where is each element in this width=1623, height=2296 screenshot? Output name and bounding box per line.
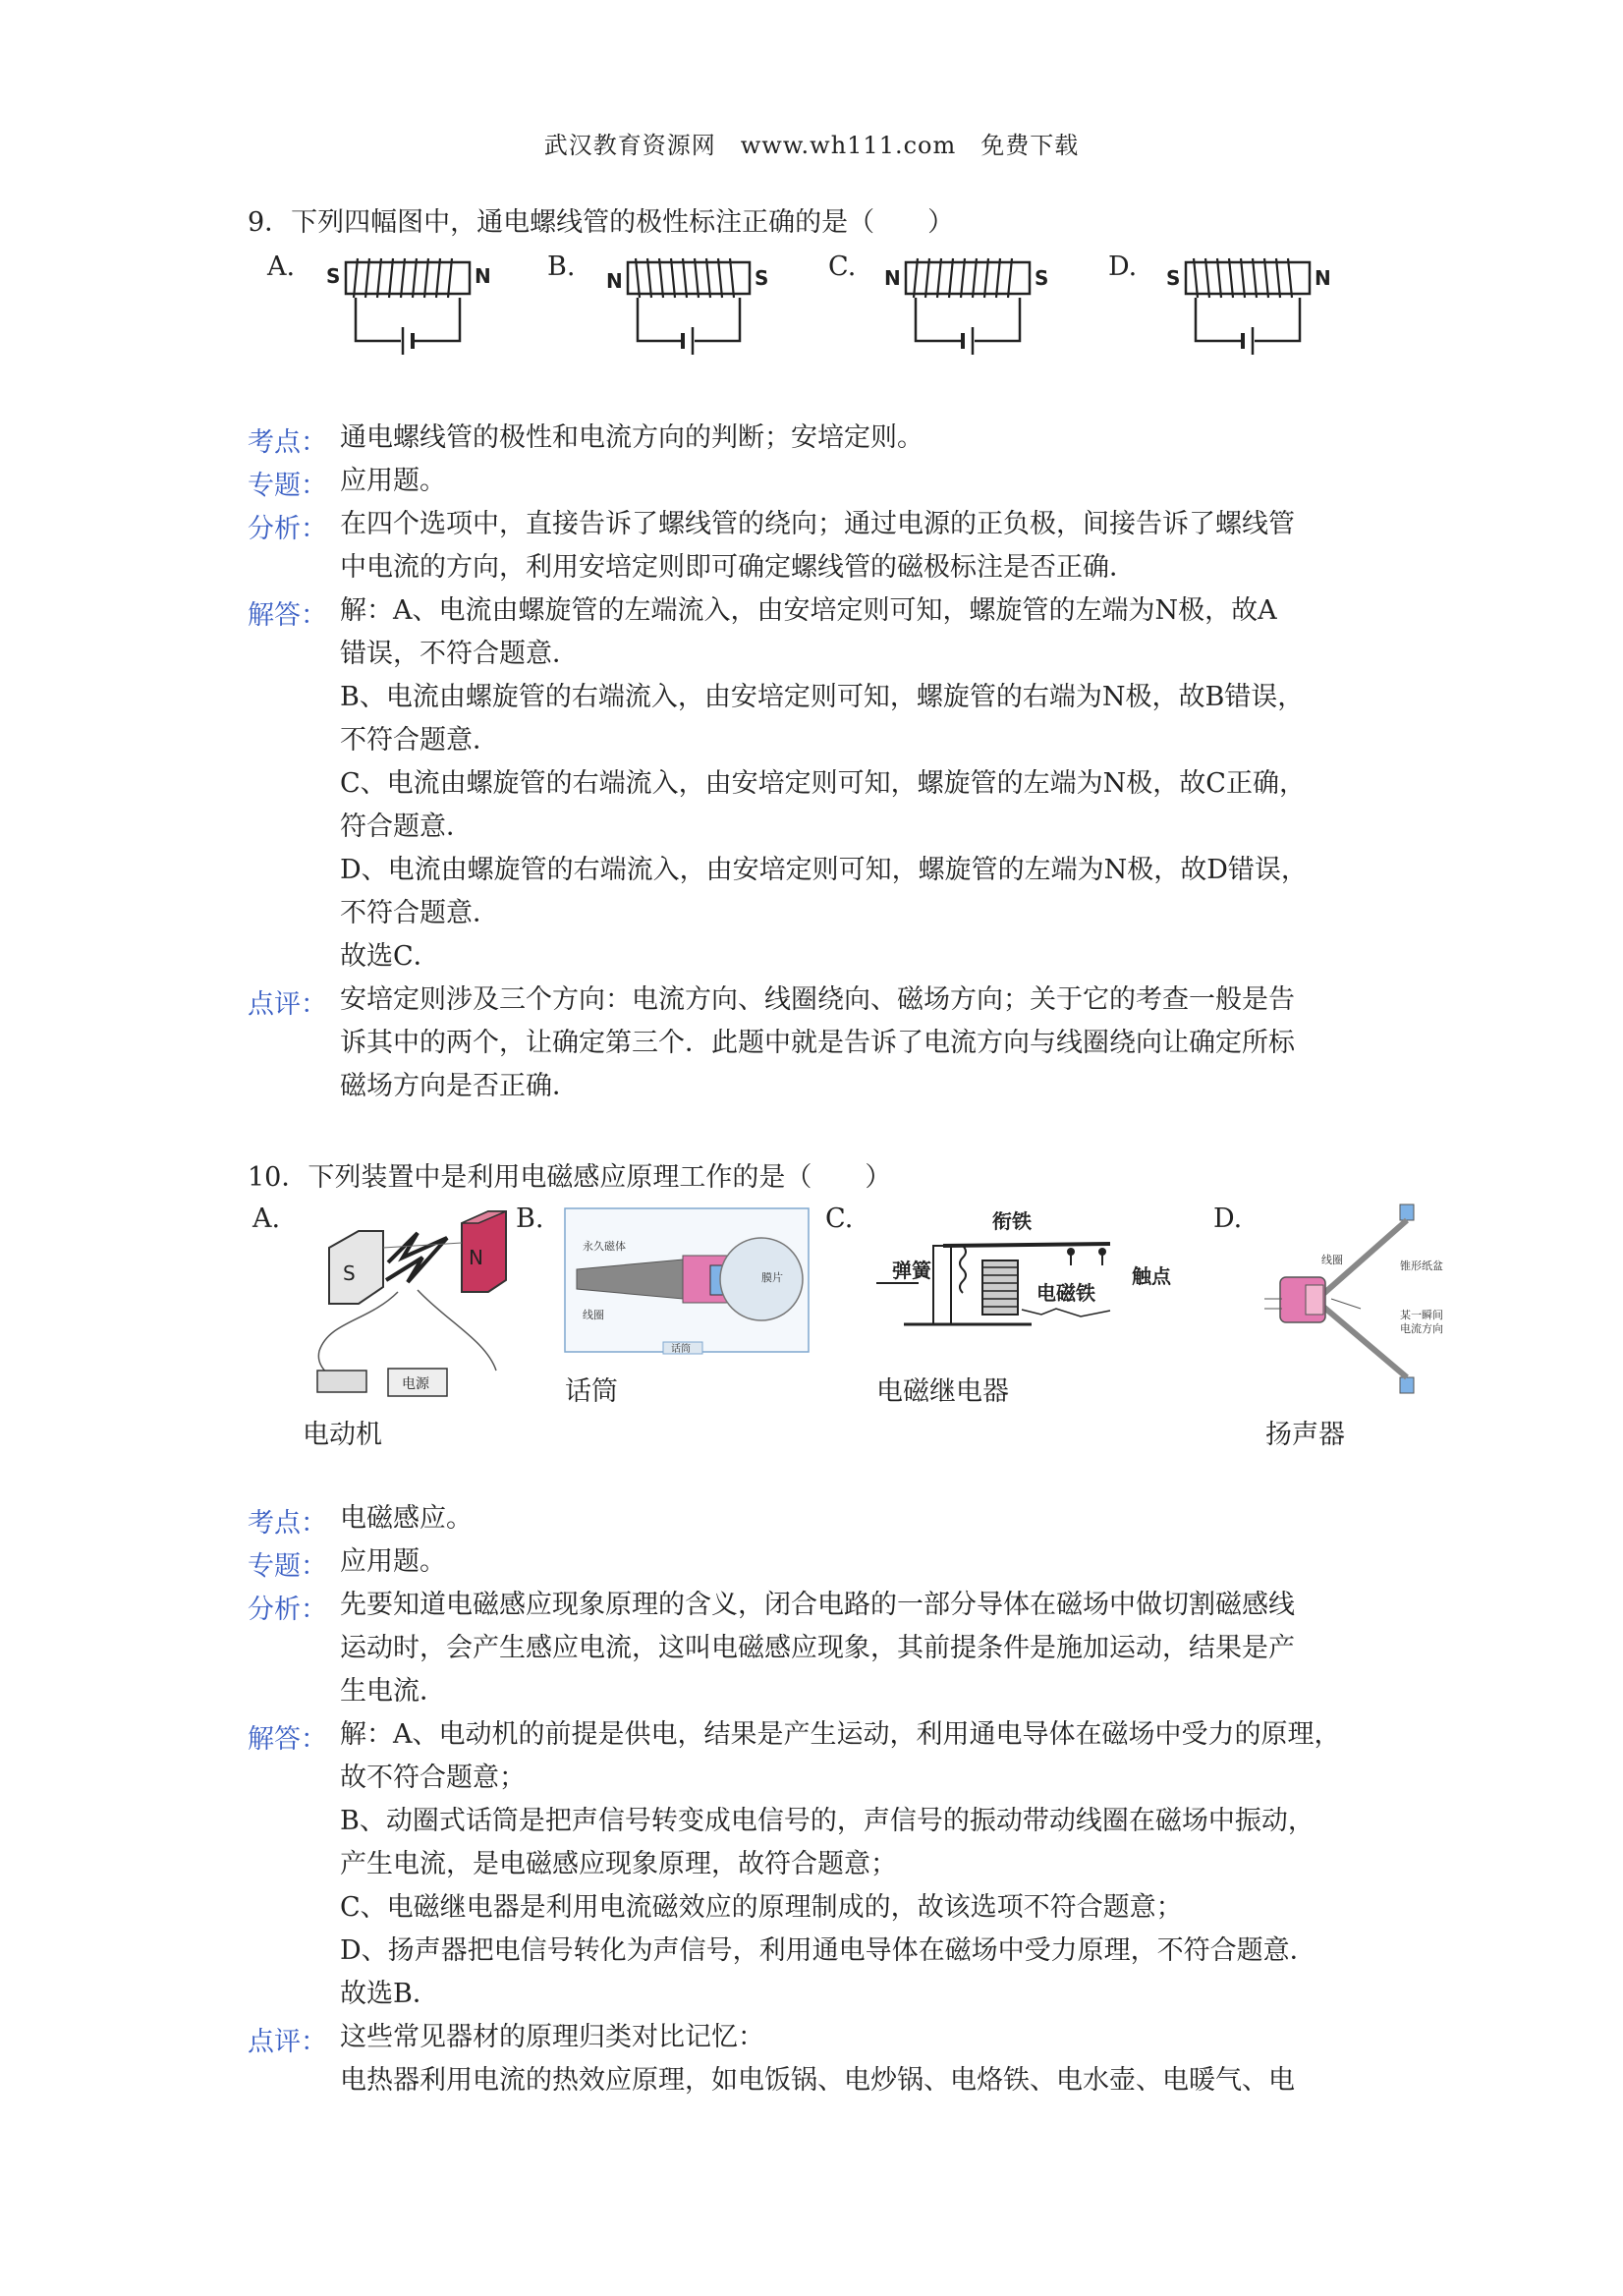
wire [418, 1290, 496, 1371]
q10-caption-c: 电磁继电器 [876, 1376, 1009, 1407]
q9-solenoid-d [1164, 251, 1341, 359]
pole-right: S [755, 266, 769, 290]
q10-caption-b: 话筒 [565, 1376, 618, 1407]
coil-windings [1194, 258, 1292, 298]
q9-option-b-label: B. [547, 252, 576, 282]
q10-option-d-label: D. [1213, 1204, 1243, 1234]
svg-text:弹簧: 弹簧 [892, 1259, 931, 1282]
svg-text:话筒: 话筒 [671, 1344, 691, 1355]
pole-left: N [884, 266, 901, 290]
coil-loop [386, 1233, 447, 1282]
q9-stem: 9．下列四幅图中，通电螺线管的极性标注正确的是（ ） [248, 207, 955, 238]
circuit-wire-right [1255, 298, 1300, 341]
magnet-s-block [329, 1231, 383, 1304]
svg-text:电流方向: 电流方向 [1400, 1322, 1443, 1335]
circuit-wire-right [415, 298, 460, 341]
coil-windings [914, 258, 1012, 298]
page-header: 武汉教育资源网 www.wh111.com 免费下载 [543, 132, 1080, 159]
q10-kaodian-label: 考点： [248, 1508, 327, 1539]
svg-text:触点: 触点 [1132, 1264, 1171, 1288]
q10-option-a-label: A. [252, 1204, 281, 1234]
spring [960, 1246, 966, 1293]
q9-solenoid-b [604, 251, 781, 359]
q9-kaodian-text: 通电螺线管的极性和电流方向的判断；安培定则。 [340, 422, 923, 453]
speaker-figure [1262, 1201, 1459, 1397]
coil-windings [354, 258, 452, 298]
frame [933, 1246, 951, 1324]
microphone-figure [565, 1208, 811, 1356]
q9-solenoid-c [882, 251, 1059, 359]
q10-option-c-label: C. [825, 1204, 854, 1234]
magnet-n-label: N [469, 1246, 483, 1269]
q9-solenoid-a [324, 251, 501, 359]
q10-fenxi-text: 先要知道电磁感应现象原理的含义，闭合电路的一部分导体在磁场中做切割磁感线 运动时，会产生感应电流，这叫电磁感应现象，其前提条件是施加运动，结果是产 生电流． [340, 1590, 1295, 1707]
q10-kaodian-text: 电磁感应。 [340, 1503, 473, 1534]
q10-zhuanti-label: 专题： [248, 1551, 327, 1582]
q9-jieda-text: 解：A、电流由螺旋管的左端流入，由安培定则可知，螺旋管的左端为N极，故A 错误，不符合题意． B、电流由螺旋管的右端流入，由安培定则可知，螺旋管的右端为N极，故B错误， 不符合题意． C、电流由螺旋管的右端流入，由安培定则可知，螺旋管的左端为N极，故C正确， 符合题意． D、电流由螺旋管的右端流入，由安培定则可知，螺旋管的左端为N极，故D错误， 不符合题意． 故选C． [340, 595, 1308, 972]
q9-option-a-label: A. [267, 252, 296, 282]
circuit-wire-right [975, 298, 1020, 341]
motor-figure [300, 1204, 516, 1405]
relay-figure [874, 1206, 1208, 1334]
svg-text:某一瞬间: 某一瞬间 [1400, 1309, 1443, 1321]
pole-right: N [1315, 266, 1331, 290]
svg-text:衔铁: 衔铁 [992, 1209, 1032, 1233]
switch [317, 1371, 366, 1392]
pole-left: S [326, 264, 341, 288]
q10-caption-d: 扬声器 [1265, 1420, 1345, 1450]
q10-caption-a: 电动机 [303, 1420, 382, 1450]
pole-right: S [1035, 266, 1049, 290]
q10-fenxi-label: 分析： [248, 1595, 327, 1625]
q9-dianping-label: 点评： [248, 989, 327, 1020]
svg-text:锥形纸盆: 锥形纸盆 [1400, 1260, 1443, 1272]
circuit-wire-left [1196, 298, 1241, 341]
q9-kaodian-label: 考点： [248, 427, 327, 458]
q10-jieda-label: 解答： [248, 1724, 327, 1755]
q9-option-c-label: C. [828, 252, 857, 282]
circuit-wire-left [916, 298, 961, 341]
q10-stem: 10．下列装置中是利用电磁感应原理工作的是（ ） [248, 1162, 892, 1193]
circuit-wire-left [638, 298, 681, 341]
magnet-s-label: S [343, 1261, 356, 1285]
q10-jieda-text: 解：A、电动机的前提是供电，结果是产生运动，利用通电导体在磁场中受力的原理， 故不符合题意； B、动圈式话筒是把声信号转变成电信号的，声信号的振动带动线圈在磁场中振动， 产生电流，是电磁感应现象原理，故符合题意； C、电磁继电器是利用电流磁效应的原理制成的，故该选项不符合题意； D、扬声器把电信号转化为声信号，利用通电导体在磁场中受力原理，不符合题意． 故选B． [340, 1719, 1341, 2009]
svg-text:电磁铁: 电磁铁 [1036, 1281, 1095, 1305]
q9-zhuanti-text: 应用题。 [340, 466, 446, 496]
power-label: 电源 [402, 1376, 429, 1392]
q9-option-d-label: D. [1108, 252, 1138, 282]
q9-zhuanti-label: 专题： [248, 471, 327, 501]
wire [318, 1292, 398, 1382]
cone-bottom [1323, 1307, 1407, 1377]
svg-text:线圈: 线圈 [583, 1309, 604, 1321]
q10-option-b-label: B. [516, 1204, 544, 1234]
q9-jieda-label: 解答： [248, 600, 327, 631]
q10-zhuanti-text: 应用题。 [340, 1546, 446, 1577]
pole-left: N [606, 269, 623, 293]
armature-bar [943, 1244, 1110, 1246]
q10-dianping-text: 这些常见器材的原理归类对比记忆： 电热器利用电流的热效应原理，如电饭锅、电炒锅、电烙铁、电水壶、电暖气、电 [340, 2022, 1295, 2096]
pole-right: N [475, 264, 491, 288]
svg-text:永久磁体: 永久磁体 [583, 1240, 626, 1253]
coil-windings [636, 258, 734, 298]
q9-fenxi-text: 在四个选项中，直接告诉了螺线管的绕向；通过电源的正负极，间接告诉了螺线管 中电流的方向，利用安培定则即可确定螺线管的磁极标注是否正确． [340, 509, 1295, 583]
q9-dianping-text: 安培定则涉及三个方向：电流方向、线圈绕向、磁场方向；关于它的考查一般是告 诉其中的两个，让确定第三个．此题中就是告诉了电流方向与线圈绕向让确定所标 磁场方向是否正确． [340, 984, 1295, 1101]
circuit-wire-right [695, 298, 740, 341]
q9-fenxi-label: 分析： [248, 514, 327, 544]
svg-text:线圈: 线圈 [1321, 1254, 1343, 1266]
voice-coil [1306, 1285, 1323, 1315]
pole-left: S [1166, 266, 1181, 290]
svg-text:膜片: 膜片 [761, 1271, 783, 1284]
circuit-wire-left [356, 298, 401, 341]
q10-dianping-label: 点评： [248, 2027, 327, 2057]
